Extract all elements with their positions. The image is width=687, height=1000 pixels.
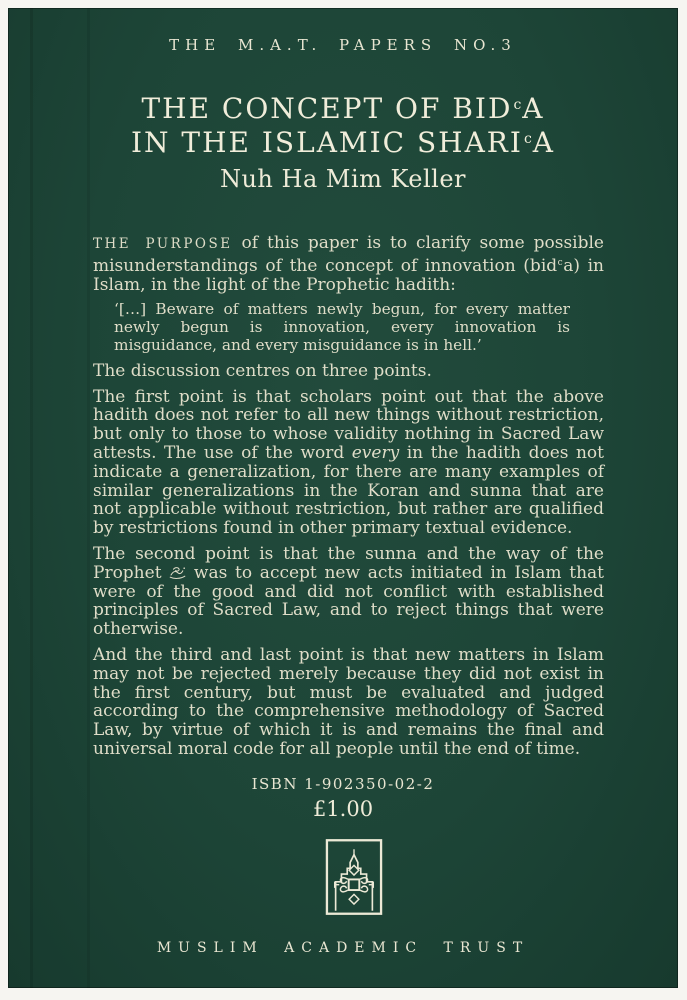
hadith-quote: ‘[…] Beware of matters newly begun, for every matter newly begun is innovation, every innovation is misguidance, and every misguidance is in hell.’ xyxy=(114,300,570,354)
mat-emblem-icon xyxy=(19,838,687,920)
page-title xyxy=(8,90,678,158)
intro-paragraph: THE PURPOSE of this paper is to clarify some possible misunderstandings of the concept of innovation (bidca) in Islam, in the light of the Prophetic hadith: xyxy=(93,233,604,295)
book-cover xyxy=(8,8,678,988)
publisher-name: MUSLIM ACADEMIC TRUST xyxy=(156,939,530,956)
price-text: £1.00 xyxy=(312,796,374,821)
lead-small-caps: THE PURPOSE xyxy=(93,236,233,252)
first-point-paragraph: The first point is that scholars point out that the above hadith does not refer to all new things without restriction, but only to those to whose validity nothing in Sacred Law attests. The use of the word every in the hadith does not indicate a generalization, for there are many examples of similar generalizations in the Koran and sunna that are not applicable without restriction, but rather are qualified by restrictions found in other primary textual evidence. xyxy=(93,386,604,539)
ayn-superscript: c xyxy=(513,97,522,113)
prophet-honorific-icon xyxy=(169,565,186,578)
third-point-paragraph: And the third and last point is that new matters in Islam may not be rejected merely because they did not exist in the first century, but must be evaluated and judged according to the comprehensive methodology of Sacred Law, by virtue of which it is and remains the final and universal moral code for all people until the end of time. xyxy=(93,644,604,759)
author-name: Nuh Ha Mim Keller xyxy=(219,165,467,193)
title-line-2: IN THE ISLAMIC SHARIcA xyxy=(130,126,556,159)
second-point-paragraph: The second point is that the sunna and the way of the Prophet was to accept new acts initiated in Islam that were of the good and did not conflict with established principles of Sacred Law, and to reject things that were otherwise. xyxy=(93,543,604,640)
isbn-text: ISBN 1-902350-02-2 xyxy=(251,774,435,793)
emphasized-word: every xyxy=(351,442,400,463)
series-title: THE M.A.T. PAPERS NO.3 xyxy=(169,36,517,54)
title-line-1: THE CONCEPT OF BIDcA xyxy=(141,92,545,125)
cover-blurb xyxy=(93,234,604,759)
ayn-superscript: c xyxy=(523,131,532,147)
discussion-paragraph: The discussion centres on three points. xyxy=(93,360,432,381)
ayn-superscript: c xyxy=(557,257,563,268)
